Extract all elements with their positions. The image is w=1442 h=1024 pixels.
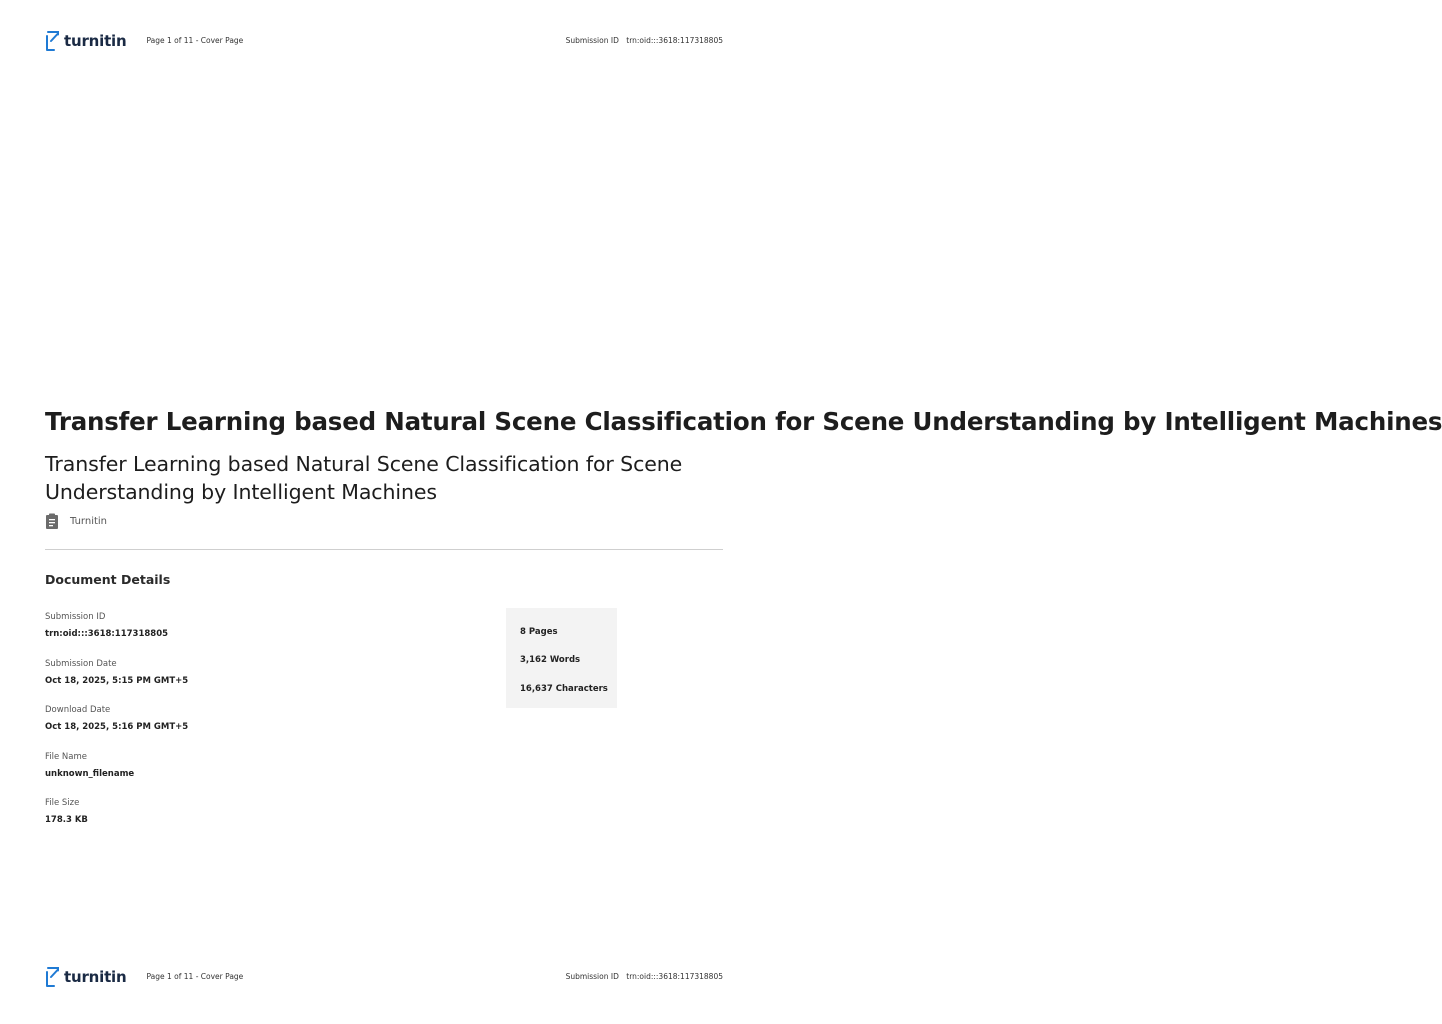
page-info: Page 1 of 11 - Cover Page xyxy=(146,972,244,981)
stat-words: 3,162 Words xyxy=(520,655,581,665)
detail-submission-id xyxy=(45,611,445,658)
page-info: Page 1 of 11 - Cover Page xyxy=(146,36,244,45)
detail-label: File Size xyxy=(45,798,80,808)
details-list xyxy=(45,611,445,844)
stat-pages: 8 Pages xyxy=(520,627,558,637)
turnitin-logo-icon xyxy=(45,966,61,988)
detail-label: Download Date xyxy=(45,705,111,715)
logo-text: turnitin xyxy=(64,32,127,50)
submission-id-label: Submission ID xyxy=(565,36,619,45)
header-submission-id xyxy=(566,28,723,54)
clipboard-icon xyxy=(45,513,59,529)
page-header xyxy=(45,28,723,54)
owner-name: Turnitin xyxy=(70,515,108,527)
turnitin-logo xyxy=(45,28,126,54)
detail-value: Oct 18, 2025, 5:15 PM GMT+5 xyxy=(45,675,189,686)
detail-value: Oct 18, 2025, 5:16 PM GMT+5 xyxy=(45,722,189,732)
detail-label: Submission Date xyxy=(45,658,117,669)
detail-download-date xyxy=(45,704,445,751)
document-subtitle: Transfer Learning based Natural Scene Classification for Scene Understanding by Intelligent Machines xyxy=(45,452,683,504)
detail-file-name xyxy=(45,751,445,798)
submission-id-value: trn:oid:::3618:117318805 xyxy=(626,36,723,45)
stat-characters: 16,637 Characters xyxy=(520,684,608,694)
logo-text: turnitin xyxy=(64,968,127,986)
detail-value: 178.3 KB xyxy=(45,815,88,825)
document-owner xyxy=(45,512,107,530)
submission-id-label: Submission ID xyxy=(565,972,619,981)
page-footer xyxy=(45,964,723,990)
detail-value: unknown_filename xyxy=(45,768,135,779)
turnitin-logo-icon xyxy=(45,30,61,52)
details-heading: Document Details xyxy=(45,572,171,587)
footer-submission-id xyxy=(566,964,723,990)
detail-submission-date xyxy=(45,658,445,705)
detail-value: trn:oid:::3618:117318805 xyxy=(45,629,169,639)
detail-label: Submission ID xyxy=(45,612,106,622)
turnitin-logo xyxy=(45,964,126,990)
document-stats-box xyxy=(506,608,617,708)
detail-file-size xyxy=(45,797,445,844)
detail-label: File Name xyxy=(45,751,88,762)
submission-id-value: trn:oid:::3618:117318805 xyxy=(626,972,723,981)
document-title: Transfer Learning based Natural Scene Classification for Scene Understanding by Intelligent Machines xyxy=(45,407,1442,436)
section-divider xyxy=(45,549,723,550)
